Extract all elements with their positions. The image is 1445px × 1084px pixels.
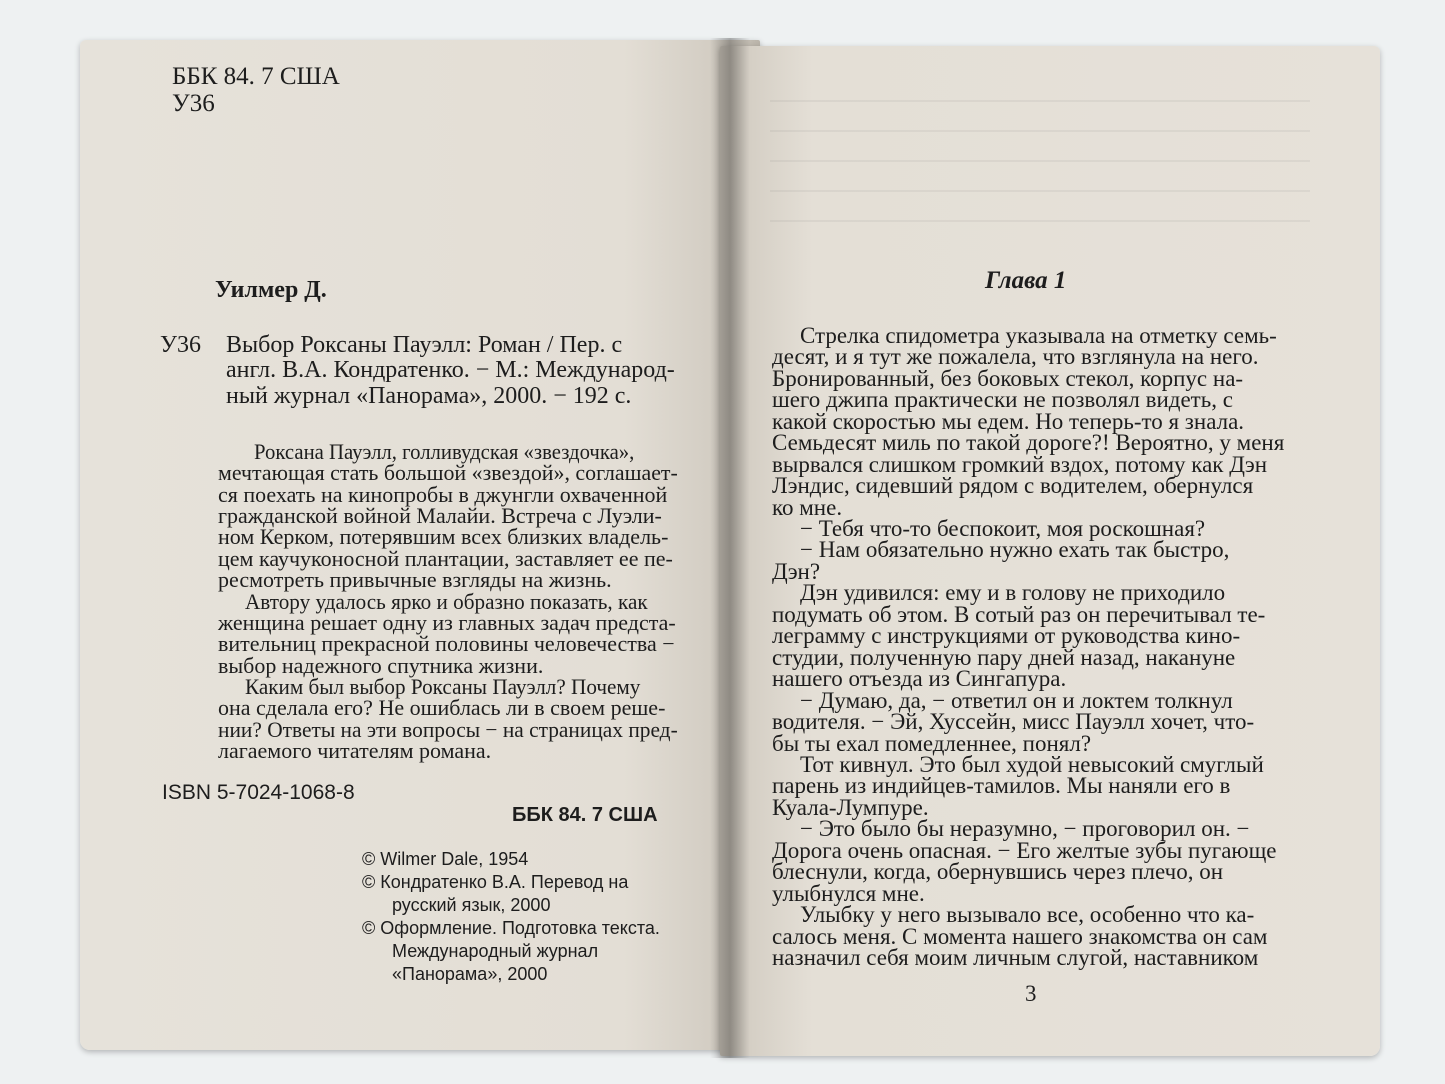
body-line: Лэндис, сидевший рядом с водителем, обернулся (772, 473, 1254, 499)
body-line: Стрелка спидометра указывала на отметку семь- (800, 323, 1277, 348)
body-line: Куала-Лумпуре. (772, 794, 929, 820)
body-line: − Тебя что-то беспокоит, моя роскошная? (800, 516, 1206, 542)
body-line: Дэн? (772, 558, 821, 584)
annotation-line: ся поехать на кинопробы в джунгли охваченной (218, 481, 668, 507)
body-line: Тот кивнул. Это был худой невысокий смуглый (800, 751, 1264, 777)
copyright-line: © Оформление. Подготовка текста. (362, 918, 660, 938)
annotation-line: нии? Ответы на эти вопросы − на страницах пред- (218, 716, 678, 742)
body-line: блеснули, когда, обернувшись через плечо, он (772, 859, 1224, 885)
copyright-line: русский язык, 2000 (392, 895, 551, 915)
isbn: ISBN 5-7024-1068-8 (162, 781, 355, 804)
annotation-line: она сделала его? Не ошиблась ли в своем реше- (218, 695, 666, 721)
bbk-index-top: ББК 84. 7 США (172, 63, 340, 90)
body-line: улыбнулся мне. (772, 880, 925, 906)
annotation-line: мечтающая стать большой «звездой», соглашает- (218, 460, 678, 486)
author-mark-top: У36 (172, 90, 215, 117)
body-line: салось меня. С момента нашего знакомства он сам (772, 923, 1268, 949)
annotation-line: выбор надежного спутника жизни. (218, 652, 544, 678)
biblio-line: англ. В.А. Кондратенко. − М.: Международ- (226, 357, 675, 383)
body-line: нашего отъезда из Сингапура. (772, 666, 1067, 692)
copyright-line: Международный журнал (392, 941, 599, 961)
annotation-line: Автору удалось ярко и образно показать, как (245, 588, 648, 614)
body-line: водителя. − Эй, Хуссейн, мисс Пауэлл хочет, что- (772, 709, 1255, 735)
body-line: вырвался слишком громкий вздох, потому как Дэн (772, 451, 1268, 477)
body-line: подумать об этом. В сотый раз он перечитывал те- (772, 601, 1266, 627)
author-name: Уилмер Д. (215, 277, 327, 303)
body-line: шего джипа практически не позволял видеть, с (772, 387, 1233, 413)
body-line: Дэн удивился: ему и в голову не приходило (800, 580, 1226, 606)
body-line: какой скоростью мы едем. Но теперь-то я знала. (772, 408, 1245, 434)
copyright-line: © Кондратенко В.А. Перевод на (362, 872, 629, 892)
body-line: леграмму с инструкциями от руководства кино- (772, 623, 1241, 649)
copyright-line: © Wilmer Dale, 1954 (362, 849, 529, 869)
show-through-text (770, 100, 1310, 250)
body-line: десят, и я тут же пожалела, что взглянула на него. (772, 344, 1259, 370)
body-line: студии, полученную пару дней назад, накануне (772, 644, 1236, 670)
annotation-line: Каким был выбор Роксаны Пауэлл? Почему (245, 673, 641, 699)
body-line: − Это было бы неразумно, − проговорил он. − (800, 816, 1250, 842)
body-line: − Нам обязательно нужно ехать так быстро, (800, 537, 1230, 563)
annotation-line: ресмотреть привычные взгляды на жизнь. (218, 567, 612, 593)
bbk-index-bottom: ББК 84. 7 США (512, 804, 658, 826)
page-number: 3 (1025, 981, 1037, 1006)
annotation-line: лагаемого читателям романа. (218, 738, 492, 763)
chapter-title: Глава 1 (985, 267, 1067, 294)
body-line: Бронированный, без боковых стекол, корпус на- (772, 365, 1244, 391)
annotation-line: вительниц прекрасной половины человечества − (218, 631, 675, 657)
book-spine-gutter (710, 38, 750, 1058)
annotation-line: женщина решает одну из главных задач предста- (218, 609, 676, 635)
annotation-line: ном Керком, потерявшим всех близких владель- (218, 524, 669, 550)
body-line: Семьдесят миль по такой дороге?! Вероятно, у меня (772, 430, 1285, 456)
biblio-line: ный журнал «Панорама», 2000. − 192 с. (226, 383, 632, 409)
annotation-line: Роксана Пауэлл, голливудская «звездочка», (254, 439, 635, 464)
author-mark-entry: У36 (160, 332, 201, 358)
body-line: Дорога очень опасная. − Его желтые зубы пугающе (772, 837, 1277, 863)
biblio-line: Выбор Роксаны Пауэлл: Роман / Пер. с (226, 332, 623, 358)
body-line: бы ты ехал помедленнее, понял? (772, 730, 1092, 756)
annotation-line: гражданской войной Малайи. Встреча с Луэли- (218, 503, 662, 529)
body-line: − Думаю, да, − ответил он и локтем толкнул (800, 687, 1233, 713)
annotation-line: цем каучуконосной плантации, заставляет ее пе- (218, 545, 673, 571)
body-line: назначил себя моим личным слугой, наставником (772, 945, 1259, 970)
body-line: ко мне. (772, 494, 843, 520)
body-line: парень из индийцев-тамилов. Мы наняли его в (772, 773, 1231, 799)
body-line: Улыбку у него вызывало все, особенно что ка- (800, 902, 1255, 928)
copyright-line: «Панорама», 2000 (392, 964, 548, 984)
